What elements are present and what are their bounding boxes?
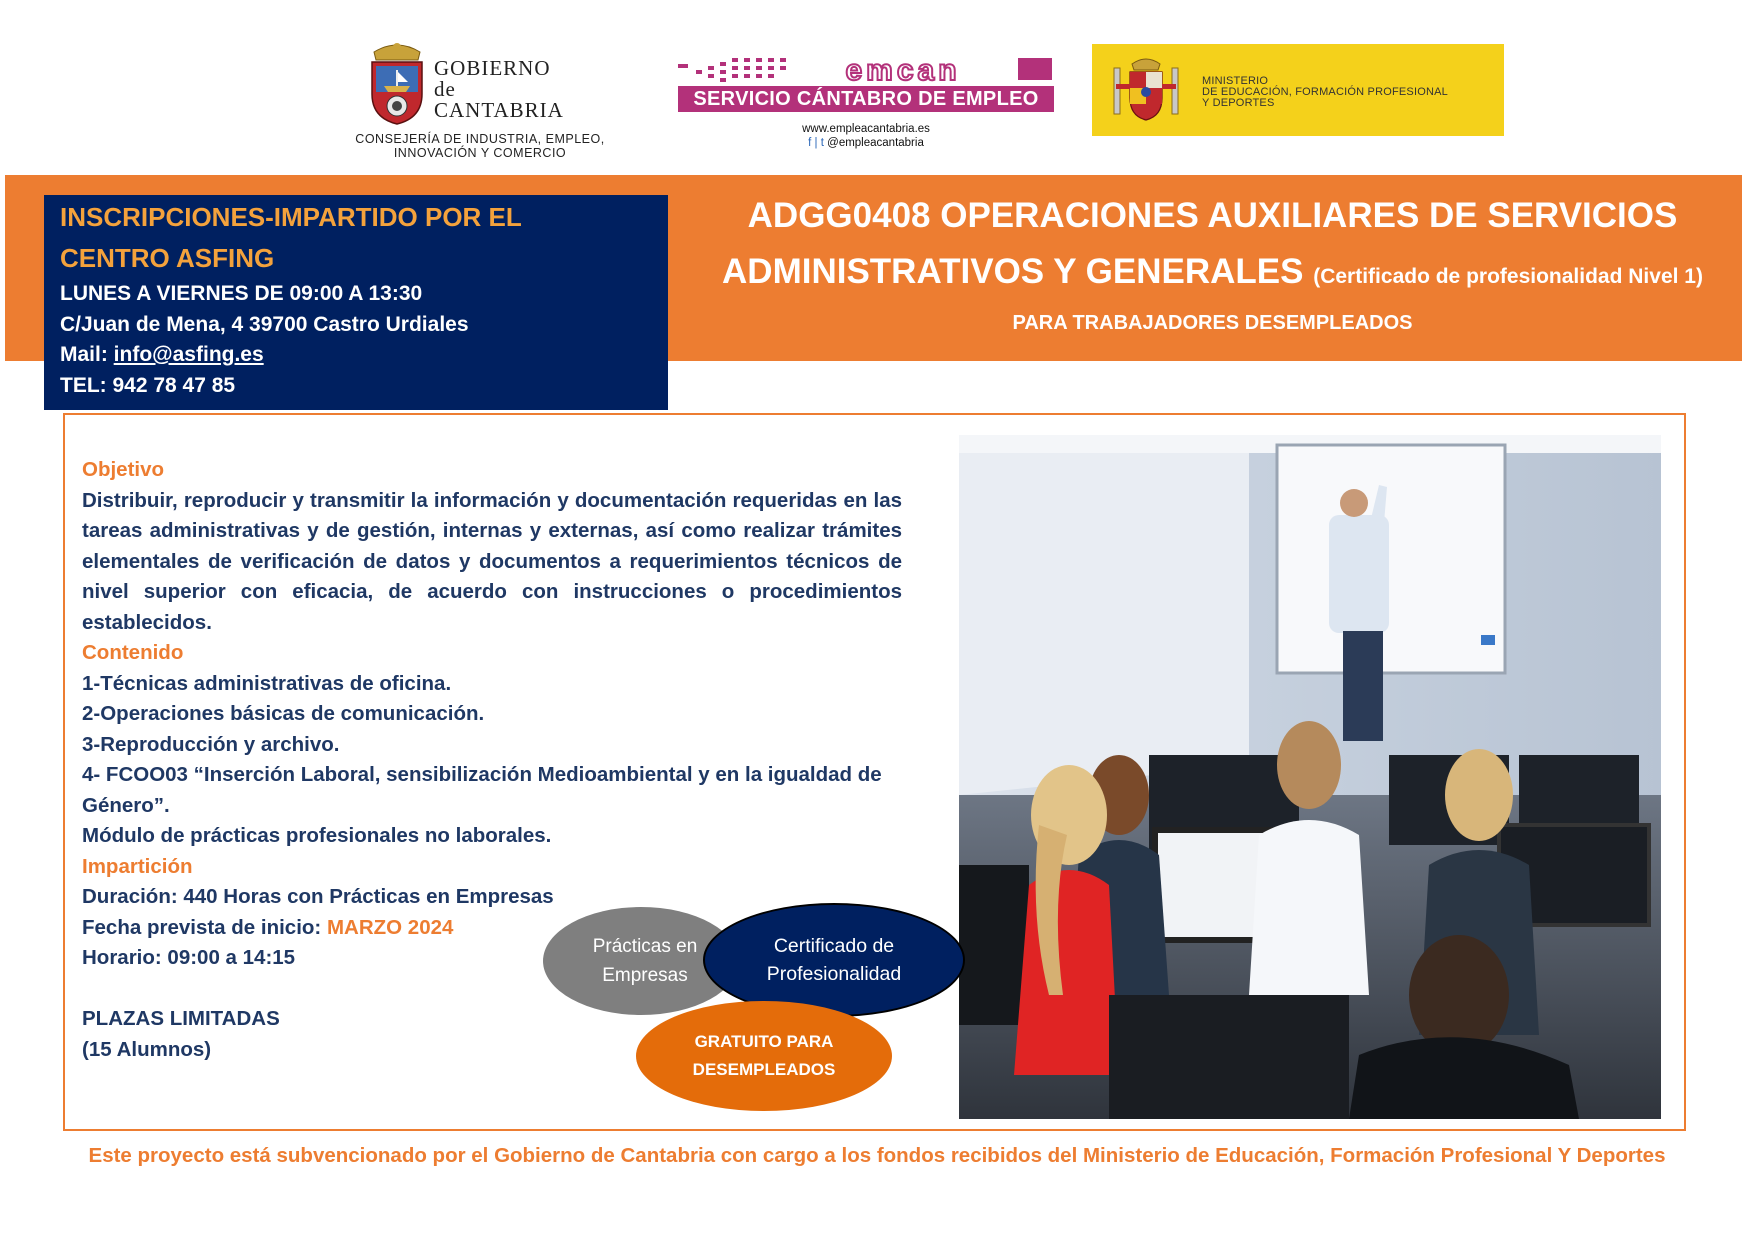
badge-gratuito-line1: GRATUITO PARA: [694, 1032, 834, 1051]
spain-crest-icon: [1110, 54, 1182, 126]
badge-certificado: [703, 903, 965, 1017]
contact-box: [44, 195, 668, 410]
course-level: (Certificado de profesionalidad Nivel 1): [1313, 265, 1703, 288]
gov-line2: de: [434, 77, 456, 101]
gobierno-cantabria-wordmark: [434, 58, 564, 121]
module-item: 1-Técnicas administrativas de oficina.: [82, 671, 452, 695]
course-title: [690, 188, 1735, 341]
contact-mail: [60, 340, 652, 371]
badge-gratuito: [636, 1001, 892, 1111]
imparticion-heading: Impartición: [82, 854, 193, 878]
funding-note: Este proyecto está subvencionado por el Gobierno de Cantabria con cargo a los fondos recibidos del Ministerio de Educación, Formación Profesional Y Deportes: [88, 1144, 1666, 1167]
objetivo-text: Distribuir, reproducir y transmitir la información y documentación requeridas en las tareas administrativas y de gestión, internas y externas, así como realizar trámites elementales de verificación de datos y documentos a requerimientos técnicos de nivel superior con eficacia, de acuerdo con instrucciones o procedimientos establecidos.: [82, 488, 902, 634]
consejeria-line2: INNOVACIÓN Y COMERCIO: [393, 146, 567, 160]
contact-schedule: LUNES A VIERNES DE 09:00 A 13:30: [60, 282, 423, 305]
ministerio-logo: [1092, 44, 1504, 136]
mail-link[interactable]: info@asfing.es: [113, 343, 264, 366]
course-details-box: [63, 413, 1686, 1131]
consejeria-line1: CONSEJERÍA DE INDUSTRIA, EMPLEO,: [355, 132, 605, 146]
badge-gratuito-line2: DESEMPLEADOS: [692, 1060, 836, 1079]
module-item: 4- FCOO03 “Inserción Laboral, sensibilización Medioambiental y en la igualdad de Género”.: [82, 763, 882, 817]
emcan-social: [678, 137, 1054, 149]
ministerio-line2: DE EDUCACIÓN, FORMACIÓN PROFESIONAL: [1202, 86, 1448, 98]
mail-label: Mail:: [60, 343, 114, 366]
contact-title: [60, 197, 652, 279]
emcan-service-bar: SERVICIO CÁNTABRO DE EMPLEO: [678, 86, 1054, 112]
contact-address: C/Juan de Mena, 4 39700 Castro Urdiales: [60, 312, 469, 336]
contenido-heading: Contenido: [82, 641, 184, 664]
svg-text:emcan: emcan: [845, 56, 961, 84]
plazas-limitadas: PLAZAS LIMITADAS: [82, 1007, 280, 1030]
emcan-handle: @empleacantabria: [827, 137, 924, 149]
course-title-line2-text: ADMINISTRATIVOS Y GENERALES: [722, 252, 1304, 291]
classroom-photo: [959, 435, 1661, 1119]
ministerio-line1: MINISTERIO: [1202, 75, 1269, 87]
contact-title-line2: CENTRO ASFING: [60, 243, 275, 273]
fecha-label: Fecha prevista de inicio:: [82, 915, 327, 939]
objetivo-heading: Objetivo: [82, 458, 165, 481]
badge-practicas-line1: Prácticas en: [592, 936, 698, 957]
badge-practicas-line2: Empresas: [602, 965, 688, 986]
badge-certificado-line1: Certificado de: [773, 935, 895, 957]
practicas-module: Módulo de prácticas profesionales no laborales.: [82, 824, 552, 847]
badge-certificado-line2: Profesionalidad: [766, 963, 902, 985]
course-audience: PARA TRABAJADORES DESEMPLEADOS: [1012, 312, 1413, 334]
ministerio-line3: Y DEPORTES: [1202, 97, 1275, 109]
fecha-value: MARZO 2024: [326, 915, 454, 939]
alumnos-count: (15 Alumnos): [82, 1037, 212, 1061]
gobierno-cantabria-logo: [330, 38, 630, 163]
gov-line1: GOBIERNO: [434, 56, 551, 80]
gov-line3: CANTABRIA: [434, 98, 564, 122]
module-item: 3-Reproducción y archivo.: [82, 732, 340, 756]
horario-text: Horario: 09:00 a 14:15: [82, 946, 296, 969]
contact-phone: TEL: 942 78 47 85: [60, 373, 236, 397]
duracion-text: Duración: 440 Horas con Prácticas en Empresas: [82, 885, 554, 908]
cantabria-crest-icon: [366, 38, 428, 126]
module-item: 2-Operaciones básicas de comunicación.: [82, 702, 485, 725]
course-title-line1: ADGG0408 OPERACIONES AUXILIARES DE SERVICIOS: [747, 196, 1678, 235]
emcan-wordmark: [678, 56, 1054, 84]
course-title-line2: [690, 244, 1735, 305]
consejeria-label: [330, 132, 630, 160]
social-icons[interactable]: f | t: [808, 137, 824, 149]
emcan-website[interactable]: www.empleacantabria.es: [802, 123, 930, 135]
contact-title-line1: INSCRIPCIONES-IMPARTIDO POR EL: [60, 202, 522, 232]
ministerio-label: [1202, 76, 1448, 109]
emcan-logo: [678, 56, 1054, 156]
